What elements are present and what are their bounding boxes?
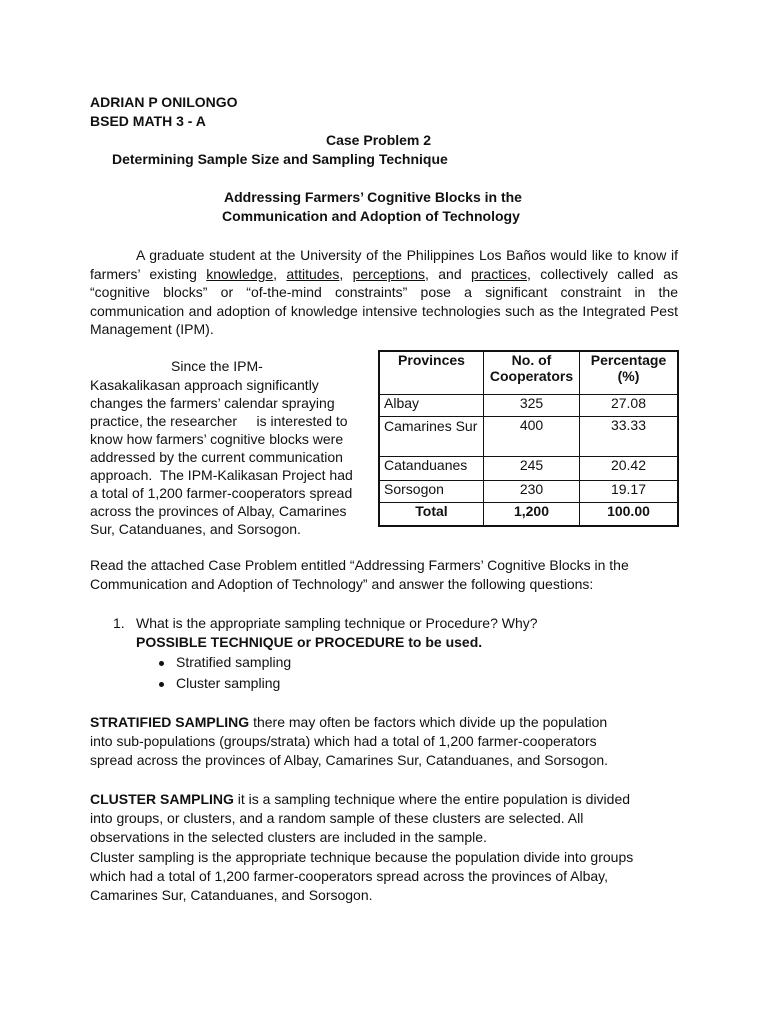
cooperators-table: [378, 350, 679, 527]
bullet-item: [159, 675, 280, 691]
intro-attitudes: attitudes: [286, 265, 340, 282]
side-line: know how farmers’ cognitive blocks were: [90, 431, 344, 447]
intro-paragraph: [90, 246, 678, 339]
side-line: Sur, Catanduanes, and Sorsogon.: [90, 521, 301, 537]
cluster-line: Cluster sampling is the appropriate technique because the population divide into groups: [90, 849, 634, 865]
intro-lead: A graduate student at the University of the Philippines Los Baños would like to know if farmers’ existing: [90, 247, 678, 282]
bullet-item: [159, 654, 291, 670]
header-text: Percentage: [590, 352, 667, 368]
question-number: 1.: [113, 615, 125, 631]
cluster-line: observations in the selected clusters are included in the sample.: [90, 829, 487, 845]
intro-sep: , and: [425, 265, 462, 282]
question-text: What is the appropriate sampling technique or Procedure? Why?: [136, 615, 538, 631]
table-row: [379, 394, 678, 416]
case-title-line-1: Addressing Farmers’ Cognitive Blocks in the: [224, 189, 522, 205]
read-instruction-line: Read the attached Case Problem entitled “Addressing Farmers’ Cognitive Blocks in the: [90, 557, 629, 573]
student-name: ADRIAN P ONILONGO: [90, 94, 238, 110]
technique-heading: POSSIBLE TECHNIQUE or PROCEDURE to be used.: [136, 634, 483, 650]
header-text: (%): [617, 368, 640, 384]
cluster-line: into groups, or clusters, and a random sample of these clusters are selected. All: [90, 810, 584, 826]
case-subtitle: Determining Sample Size and Sampling Technique: [112, 151, 448, 167]
case-number: Case Problem 2: [326, 132, 432, 148]
bullet-icon: [159, 682, 164, 687]
read-instruction-line: Communication and Adoption of Technology” and answer the following questions:: [90, 576, 594, 592]
stratified-line: into sub-populations (groups/strata) which had a total of 1,200 farmer-cooperators: [90, 733, 597, 749]
intro-perceptions: perceptions: [352, 265, 425, 282]
intro-sep: ,: [273, 265, 278, 282]
count-cell: 245: [484, 456, 580, 480]
cluster-text: it is a sampling technique where the entire population is divided: [233, 791, 631, 807]
cluster-line: which had a total of 1,200 farmer-cooperators spread across the provinces of Albay,: [90, 868, 609, 884]
student-course: BSED MATH 3 - A: [90, 113, 206, 129]
stratified-term: STRATIFIED SAMPLING: [90, 714, 250, 730]
bullet-text: Cluster sampling: [176, 675, 281, 691]
bullet-icon: [159, 661, 164, 666]
stratified-line: spread across the provinces of Albay, Camarines Sur, Catanduanes, and Sorsogon.: [90, 752, 609, 768]
total-label: Total: [379, 502, 484, 526]
side-line: approach. The IPM-Kalikasan Project had: [90, 467, 353, 483]
total-percent: 100.00: [580, 502, 679, 526]
stratified-line: [90, 714, 607, 730]
header-provinces: [379, 351, 484, 394]
table-header-row: [379, 351, 678, 394]
header-text: Provinces: [398, 352, 465, 368]
province-cell: Camarines Sur: [379, 416, 484, 456]
intro-knowledge: knowledge: [206, 265, 274, 282]
side-line: Kasakalikasan approach significantly: [90, 377, 319, 393]
count-cell: 325: [484, 394, 580, 416]
stratified-text: there may often be factors which divide up the population: [249, 714, 608, 730]
percent-cell: 19.17: [580, 480, 679, 502]
total-count: 1,200: [484, 502, 580, 526]
table-row: [379, 456, 678, 480]
count-cell: 400: [484, 416, 580, 456]
side-line: addressed by the current communication: [90, 449, 343, 465]
cluster-term: CLUSTER SAMPLING: [90, 791, 234, 807]
intro-sep: ,: [339, 265, 344, 282]
percent-cell: 27.08: [580, 394, 679, 416]
percent-cell: 20.42: [580, 456, 679, 480]
header-percentage: [580, 351, 679, 394]
table-total-row: [379, 502, 678, 526]
side-line: changes the farmers’ calendar spraying: [90, 395, 335, 411]
table-row: [379, 480, 678, 502]
side-line: Since the IPM-: [171, 358, 263, 374]
table-row: [379, 416, 678, 456]
side-line: a total of 1,200 farmer-cooperators spread: [90, 485, 353, 501]
cluster-line: Camarines Sur, Catanduanes, and Sorsogon.: [90, 887, 373, 903]
cluster-line: [90, 791, 630, 807]
province-cell: Albay: [379, 394, 484, 416]
side-line: practice, the researcher is interested to: [90, 413, 348, 429]
side-line: across the provinces of Albay, Camarines: [90, 503, 347, 519]
province-cell: Catanduanes: [379, 456, 484, 480]
header-text: Cooperators: [489, 368, 574, 384]
intro-tail: , collectively called as “cognitive blocks” or “of-the-mind constraints” pose a significant constraint in the communication and adoption of knowledge intensive technologies such as the Integrated Pest Management (IPM).: [90, 265, 679, 338]
province-cell: Sorsogon: [379, 480, 484, 502]
count-cell: 230: [484, 480, 580, 502]
percent-cell: 33.33: [580, 416, 679, 456]
bullet-text: Stratified sampling: [176, 654, 292, 670]
case-title-line-2: Communication and Adoption of Technology: [222, 208, 520, 224]
header-cooperators: [484, 351, 580, 394]
header-text: No. of: [511, 352, 552, 368]
intro-practices: practices: [470, 265, 527, 282]
